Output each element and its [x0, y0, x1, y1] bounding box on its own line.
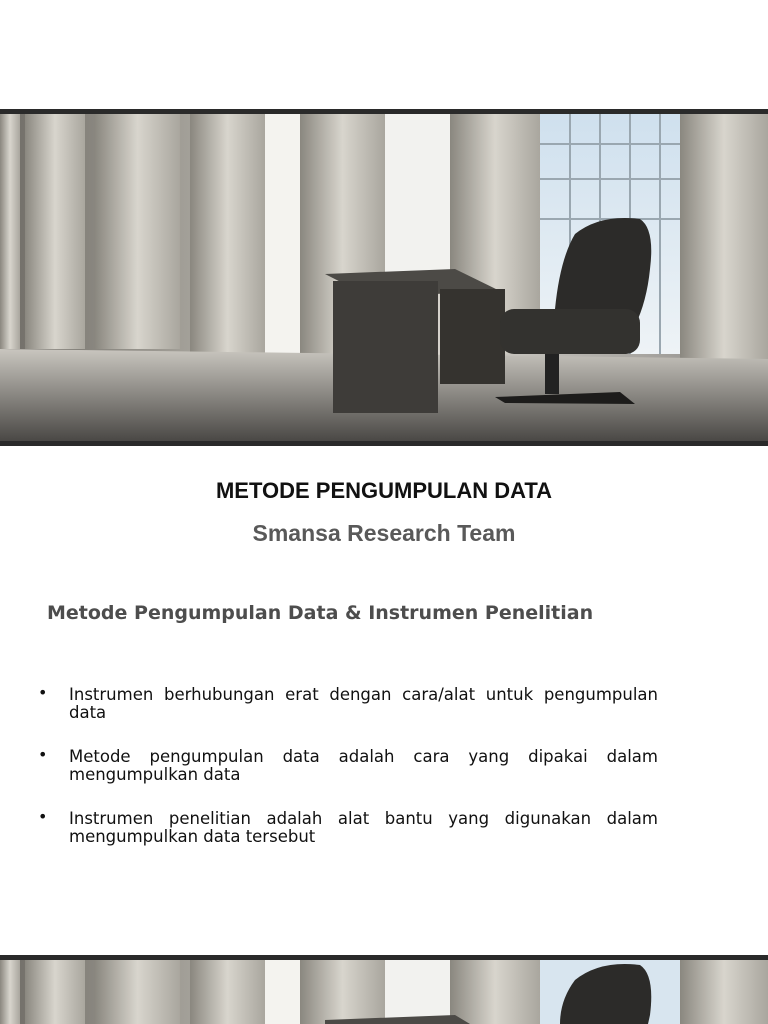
slide-subtitle: Smansa Research Team: [252, 520, 516, 546]
bullet-dot-icon: •: [38, 807, 48, 826]
bullet-list: [38, 683, 658, 872]
bullet-item: [38, 807, 658, 846]
section-heading: Metode Pengumpulan Data & Instrumen Penelitian: [47, 602, 594, 624]
bullet-text: Instrumen penelitian adalah alat bantu yang digunakan dalam mengumpulkan data tersebut: [69, 809, 658, 846]
bullet-dot-icon: •: [38, 683, 48, 702]
office-scene-illustration-bottom: [0, 955, 768, 1024]
banner-image-bottom: [0, 955, 768, 1024]
bullet-text: Metode pengumpulan data adalah cara yang dipakai dalam mengumpulkan data: [69, 747, 658, 784]
bullet-text: Instrumen berhubungan erat dengan cara/alat untuk pengumpulan data: [69, 685, 658, 722]
bullet-item: [38, 745, 658, 784]
bullet-item: [38, 683, 658, 722]
banner-image-top: [0, 109, 768, 446]
bullet-dot-icon: •: [38, 745, 48, 764]
slide-title: METODE PENGUMPULAN DATA: [215, 478, 553, 503]
office-scene-illustration: [0, 109, 768, 446]
